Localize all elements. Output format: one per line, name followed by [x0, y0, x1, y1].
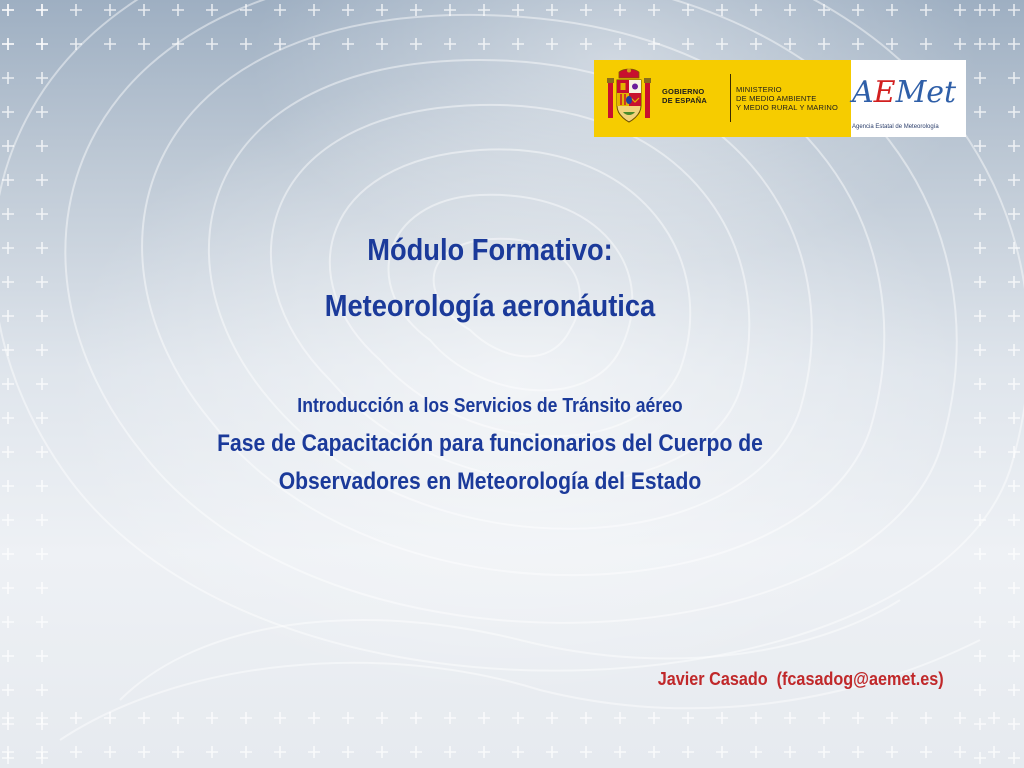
plus-mark: [274, 712, 286, 724]
plus-mark: [546, 746, 558, 758]
plus-mark: [342, 746, 354, 758]
plus-mark: [974, 344, 986, 356]
gobierno-label-line2: DE ESPAÑA: [662, 96, 708, 105]
plus-mark: [716, 4, 728, 16]
gobierno-label-line1: GOBIERNO: [662, 87, 705, 96]
plus-mark: [36, 548, 48, 560]
plus-mark: [716, 38, 728, 50]
plus-mark: [478, 38, 490, 50]
plus-mark: [818, 4, 830, 16]
plus-mark: [974, 480, 986, 492]
plus-mark: [1008, 650, 1020, 662]
plus-mark: [784, 4, 796, 16]
plus-mark: [104, 746, 116, 758]
plus-mark: [36, 616, 48, 628]
plus-mark: [682, 746, 694, 758]
plus-mark: [974, 412, 986, 424]
plus-mark: [580, 38, 592, 50]
plus-mark: [2, 446, 14, 458]
plus-mark: [818, 746, 830, 758]
plus-mark: [70, 712, 82, 724]
plus-mark: [974, 548, 986, 560]
plus-mark: [580, 712, 592, 724]
plus-mark: [36, 140, 48, 152]
plus-mark: [1008, 344, 1020, 356]
aemet-tagline: Agencia Estatal de Meteorología: [852, 124, 939, 130]
plus-mark: [1008, 446, 1020, 458]
plus-mark: [974, 276, 986, 288]
ministerio-label-line1: MINISTERIO: [736, 85, 782, 94]
plus-mark: [988, 4, 1000, 16]
plus-mark: [1008, 718, 1020, 730]
plus-mark: [138, 746, 150, 758]
plus-mark: [886, 746, 898, 758]
plus-mark: [206, 746, 218, 758]
plus-mark: [716, 746, 728, 758]
aemet-logo-met: Met: [895, 75, 957, 110]
plus-mark: [784, 746, 796, 758]
plus-mark: [974, 72, 986, 84]
plus-mark: [70, 4, 82, 16]
plus-mark: [974, 310, 986, 322]
plus-mark: [36, 4, 48, 16]
plus-mark: [1008, 106, 1020, 118]
plus-mark: [342, 4, 354, 16]
plus-mark: [852, 4, 864, 16]
plus-mark: [852, 712, 864, 724]
plus-mark: [974, 106, 986, 118]
plus-mark: [2, 650, 14, 662]
plus-mark: [1008, 276, 1020, 288]
plus-mark: [36, 72, 48, 84]
plus-mark: [478, 746, 490, 758]
plus-mark: [682, 712, 694, 724]
plus-mark: [36, 242, 48, 254]
plus-mark: [2, 582, 14, 594]
plus-mark: [750, 4, 762, 16]
plus-mark: [36, 378, 48, 390]
slide-subtitle: Introducción a los Servicios de Tránsito aéreo: [297, 395, 683, 417]
plus-mark: [750, 38, 762, 50]
plus-mark: [648, 4, 660, 16]
slide-title-line1: Módulo Formativo:: [367, 232, 613, 267]
plus-mark: [682, 38, 694, 50]
plus-mark: [580, 746, 592, 758]
plus-mark: [1008, 514, 1020, 526]
plus-mark: [974, 446, 986, 458]
plus-mark: [104, 712, 116, 724]
plus-mark: [104, 4, 116, 16]
plus-mark: [886, 712, 898, 724]
plus-mark: [36, 174, 48, 186]
spain-coat-of-arms-icon: [606, 68, 652, 128]
plus-mark: [920, 712, 932, 724]
plus-mark: [410, 712, 422, 724]
plus-mark: [138, 712, 150, 724]
plus-mark: [546, 38, 558, 50]
plus-mark: [2, 752, 14, 764]
plus-mark: [974, 650, 986, 662]
plus-mark: [974, 38, 986, 50]
plus-mark: [104, 38, 116, 50]
plus-mark: [172, 712, 184, 724]
plus-mark: [954, 38, 966, 50]
plus-mark: [716, 712, 728, 724]
plus-mark: [206, 4, 218, 16]
plus-mark: [818, 38, 830, 50]
plus-mark: [1008, 310, 1020, 322]
plus-mark: [2, 208, 14, 220]
plus-mark: [444, 712, 456, 724]
plus-mark: [954, 4, 966, 16]
plus-mark: [1008, 242, 1020, 254]
plus-mark: [2, 684, 14, 696]
plus-mark: [2, 106, 14, 118]
plus-mark: [308, 38, 320, 50]
plus-mark: [2, 514, 14, 526]
plus-mark: [2, 718, 14, 730]
plus-mark: [36, 276, 48, 288]
plus-mark: [614, 38, 626, 50]
plus-mark: [240, 4, 252, 16]
plus-mark: [648, 712, 660, 724]
plus-mark: [974, 242, 986, 254]
plus-mark: [512, 4, 524, 16]
plus-mark: [36, 38, 48, 50]
logo-banner: [594, 60, 966, 137]
plus-mark: [1008, 4, 1020, 16]
plus-mark: [36, 684, 48, 696]
plus-mark: [818, 712, 830, 724]
plus-mark: [974, 4, 986, 16]
plus-mark: [750, 746, 762, 758]
plus-mark: [1008, 208, 1020, 220]
plus-mark: [682, 4, 694, 16]
plus-mark: [2, 412, 14, 424]
plus-mark: [376, 4, 388, 16]
plus-mark: [1008, 616, 1020, 628]
plus-mark: [240, 38, 252, 50]
plus-mark: [308, 4, 320, 16]
plus-mark: [36, 446, 48, 458]
aemet-logo: [852, 76, 956, 110]
logo-divider: [730, 74, 731, 122]
plus-mark: [308, 746, 320, 758]
plus-mark: [974, 718, 986, 730]
plus-mark: [240, 746, 252, 758]
plus-mark: [886, 4, 898, 16]
aemet-logo-e: E: [873, 75, 896, 110]
plus-mark: [478, 712, 490, 724]
plus-mark: [274, 746, 286, 758]
plus-mark: [546, 4, 558, 16]
plus-mark: [886, 38, 898, 50]
plus-mark: [954, 712, 966, 724]
plus-mark: [138, 4, 150, 16]
plus-mark: [974, 752, 986, 764]
plus-mark: [36, 106, 48, 118]
plus-mark: [2, 38, 14, 50]
plus-mark: [2, 72, 14, 84]
plus-mark: [138, 38, 150, 50]
plus-mark: [36, 208, 48, 220]
plus-mark: [444, 38, 456, 50]
plus-mark: [1008, 582, 1020, 594]
plus-mark: [444, 4, 456, 16]
ministerio-label-line2: DE MEDIO AMBIENTE: [736, 94, 817, 103]
plus-mark: [172, 746, 184, 758]
plus-mark: [206, 712, 218, 724]
plus-mark: [410, 4, 422, 16]
plus-mark: [2, 242, 14, 254]
plus-mark: [2, 276, 14, 288]
plus-mark: [444, 746, 456, 758]
plus-mark: [36, 480, 48, 492]
slide-title-line2: Meteorología aeronáutica: [324, 288, 656, 323]
plus-mark: [36, 650, 48, 662]
gobierno-espana-logo: [594, 60, 851, 137]
plus-mark: [784, 38, 796, 50]
plus-mark: [36, 412, 48, 424]
plus-mark: [2, 4, 14, 16]
plus-mark: [974, 514, 986, 526]
plus-mark: [36, 310, 48, 322]
plus-mark: [36, 582, 48, 594]
plus-mark: [342, 712, 354, 724]
plus-mark: [172, 38, 184, 50]
plus-mark: [988, 712, 1000, 724]
plus-mark: [1008, 38, 1020, 50]
plus-mark: [546, 712, 558, 724]
plus-mark: [206, 38, 218, 50]
plus-mark: [852, 746, 864, 758]
plus-mark: [974, 616, 986, 628]
author-credit: Javier Casado (fcasadog@aemet.es): [658, 669, 944, 689]
plus-mark: [974, 208, 986, 220]
plus-mark: [974, 582, 986, 594]
plus-mark: [1008, 174, 1020, 186]
plus-mark: [614, 712, 626, 724]
plus-mark: [1008, 72, 1020, 84]
plus-mark: [70, 38, 82, 50]
plus-mark: [614, 746, 626, 758]
plus-mark: [580, 4, 592, 16]
plus-mark: [648, 746, 660, 758]
plus-mark: [36, 344, 48, 356]
plus-mark: [2, 174, 14, 186]
plus-mark: [308, 712, 320, 724]
plus-mark: [274, 4, 286, 16]
aemet-logo-a: A: [852, 75, 874, 110]
plus-mark: [2, 344, 14, 356]
plus-mark: [410, 38, 422, 50]
plus-mark: [954, 746, 966, 758]
plus-mark: [512, 712, 524, 724]
plus-mark: [974, 174, 986, 186]
plus-mark: [852, 38, 864, 50]
plus-mark: [1008, 378, 1020, 390]
plus-mark: [920, 38, 932, 50]
plus-mark: [784, 712, 796, 724]
plus-mark: [376, 746, 388, 758]
plus-mark: [376, 38, 388, 50]
plus-mark: [2, 548, 14, 560]
plus-mark: [750, 712, 762, 724]
plus-mark: [172, 4, 184, 16]
plus-mark: [1008, 684, 1020, 696]
plus-mark: [36, 718, 48, 730]
plus-mark: [512, 746, 524, 758]
plus-mark: [974, 378, 986, 390]
plus-mark: [274, 38, 286, 50]
plus-mark: [376, 712, 388, 724]
plus-mark: [988, 38, 1000, 50]
ministerio-label-line3: Y MEDIO RURAL Y MARINO: [736, 103, 839, 112]
plus-mark: [36, 514, 48, 526]
plus-mark: [988, 746, 1000, 758]
plus-mark: [512, 38, 524, 50]
plus-mark: [70, 746, 82, 758]
plus-mark: [410, 746, 422, 758]
plus-mark: [920, 746, 932, 758]
plus-mark: [240, 712, 252, 724]
plus-mark: [1008, 752, 1020, 764]
plus-mark: [974, 140, 986, 152]
plus-mark: [2, 480, 14, 492]
slide-description-line1: Fase de Capacitación para funcionarios del Cuerpo de: [217, 430, 763, 457]
slide-description-line2: Observadores en Meteorología del Estado: [278, 468, 702, 495]
plus-mark: [2, 378, 14, 390]
plus-mark: [920, 4, 932, 16]
plus-mark: [1008, 412, 1020, 424]
plus-mark: [614, 4, 626, 16]
plus-mark: [2, 616, 14, 628]
plus-mark: [36, 752, 48, 764]
plus-mark: [1008, 480, 1020, 492]
plus-mark: [648, 38, 660, 50]
plus-mark: [2, 310, 14, 322]
plus-mark: [2, 140, 14, 152]
plus-mark: [478, 4, 490, 16]
plus-mark: [342, 38, 354, 50]
plus-mark: [1008, 548, 1020, 560]
plus-mark: [974, 684, 986, 696]
plus-mark: [1008, 140, 1020, 152]
